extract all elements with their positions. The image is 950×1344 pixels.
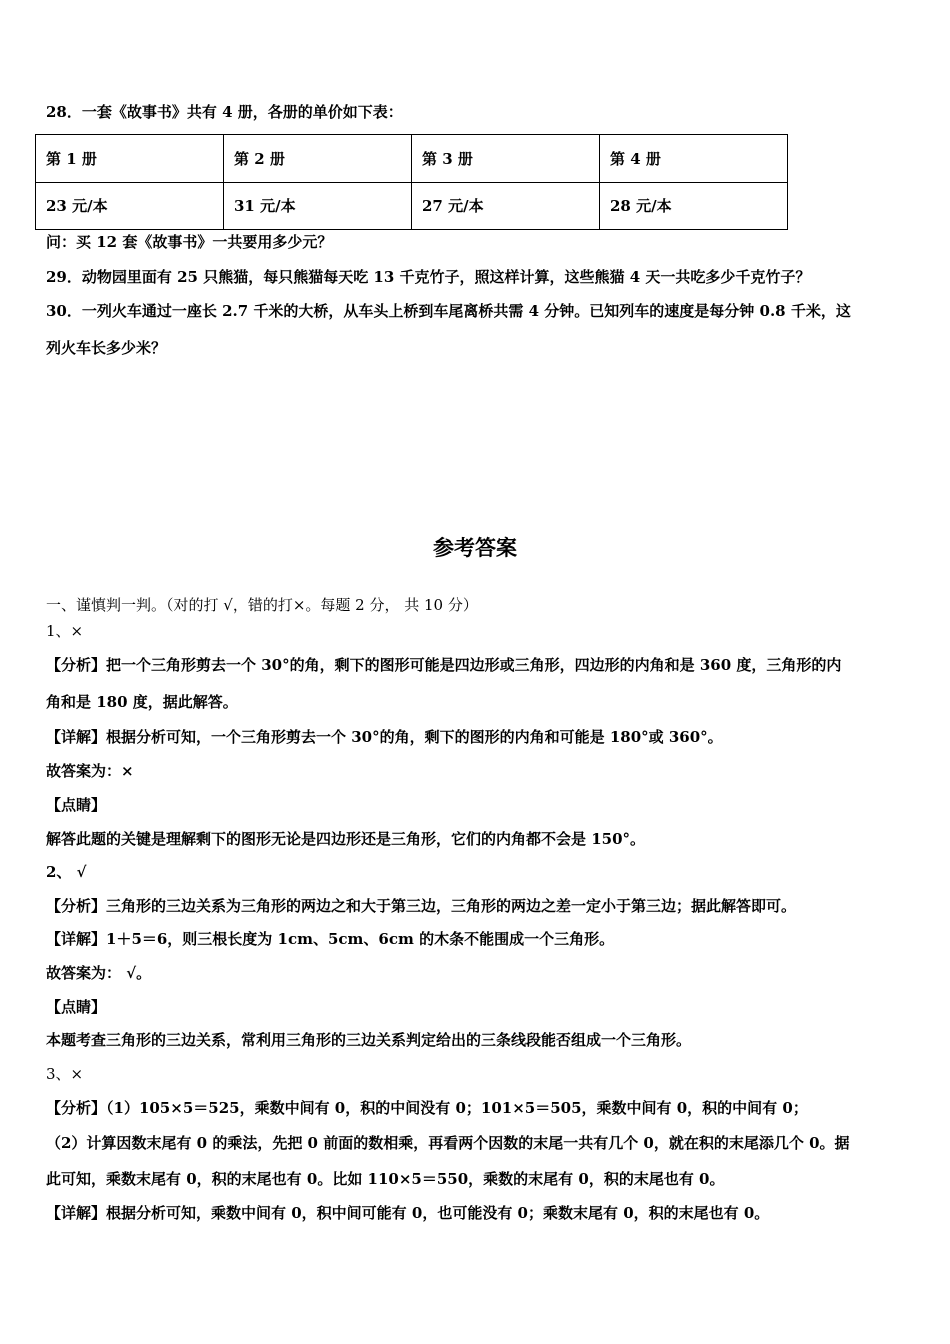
- section-heading: 一、谨慎判一判。（对的打 √，错的打×。每题 2 分， 共 10 分）: [46, 596, 478, 614]
- table-cell: 第 1 册: [36, 135, 224, 183]
- answer-3-number: 3、×: [46, 1065, 84, 1083]
- table-cell: 第 3 册: [412, 135, 600, 183]
- answer-2-analysis: 【分析】三角形的三边关系为三角形的两边之和大于第三边，三角形的两边之差一定小于第三边；据此解答即可。: [46, 897, 797, 915]
- table-row: [36, 182, 788, 230]
- price-table: [35, 134, 788, 230]
- answer-2-number: 2、 √: [46, 863, 87, 881]
- answer-2-conclusion: 故答案为： √。: [46, 964, 152, 982]
- answer-1-comment-label: 【点睛】: [46, 796, 107, 814]
- answer-3-detail: 【详解】根据分析可知，乘数中间有 0，积中间可能有 0，也可能没有 0；乘数末尾有 0，积的末尾也有 0。: [46, 1204, 770, 1222]
- table-header-row: [36, 135, 788, 183]
- answer-3-analysis-cont: 此可知，乘数末尾有 0，积的末尾也有 0。比如 110×5＝550，乘数的末尾有 0，积的末尾也有 0。: [46, 1170, 725, 1188]
- answer-1-comment: 解答此题的关键是理解剩下的图形无论是四边形还是三角形，它们的内角都不会是 150°。: [46, 830, 646, 848]
- table-cell: 27 元/本: [412, 182, 600, 230]
- answer-3-analysis-part2: （2）计算因数末尾有 0 的乘法，先把 0 前面的数相乘，再看两个因数的末尾一共有几个 0，就在积的末尾添几个 0。据: [46, 1134, 850, 1152]
- answer-2-comment-label: 【点睛】: [46, 998, 107, 1016]
- answer-1-number: 1、×: [46, 622, 84, 640]
- answer-1-analysis: 【分析】把一个三角形剪去一个 30°的角，剩下的图形可能是四边形或三角形，四边形的内角和是 360 度，三角形的内: [46, 656, 842, 674]
- table-cell: 第 4 册: [600, 135, 788, 183]
- answer-1-conclusion: 故答案为：×: [46, 762, 134, 780]
- answer-2-detail: 【详解】1＋5＝6，则三根长度为 1cm、5cm、6cm 的木条不能围成一个三角形。: [46, 930, 615, 948]
- table-cell: 23 元/本: [36, 182, 224, 230]
- answer-1-detail: 【详解】根据分析可知，一个三角形剪去一个 30°的角，剩下的图形的内角和可能是 180°或 360°。: [46, 728, 723, 746]
- answer-2-comment: 本题考查三角形的三边关系，常利用三角形的三边关系判定给出的三条线段能否组成一个三角形。: [46, 1031, 692, 1049]
- q29-text: 29．动物园里面有 25 只熊猫，每只熊猫每天吃 13 千克竹子，照这样计算，这些熊猫 4 天一共吃多少千克竹子？: [46, 268, 811, 286]
- q28-intro: 28．一套《故事书》共有 4 册，各册的单价如下表：: [46, 103, 403, 121]
- q28-question: 问：买 12 套《故事书》一共要用多少元？: [46, 233, 333, 251]
- answer-3-analysis: 【分析】（1）105×5＝525，乘数中间有 0，积的中间没有 0；101×5＝505，乘数中间有 0，积的中间有 0；: [46, 1099, 808, 1117]
- q30-line2: 列火车长多少米？: [46, 339, 167, 357]
- table-cell: 31 元/本: [224, 182, 412, 230]
- table-cell: 第 2 册: [224, 135, 412, 183]
- answer-1-analysis-cont: 角和是 180 度，据此解答。: [46, 693, 238, 711]
- answers-title: 参考答案: [433, 536, 517, 560]
- q30-line1: 30．一列火车通过一座长 2.7 千米的大桥，从车头上桥到车尾离桥共需 4 分钟。已知列车的速度是每分钟 0.8 千米，这: [46, 302, 851, 320]
- table-cell: 28 元/本: [600, 182, 788, 230]
